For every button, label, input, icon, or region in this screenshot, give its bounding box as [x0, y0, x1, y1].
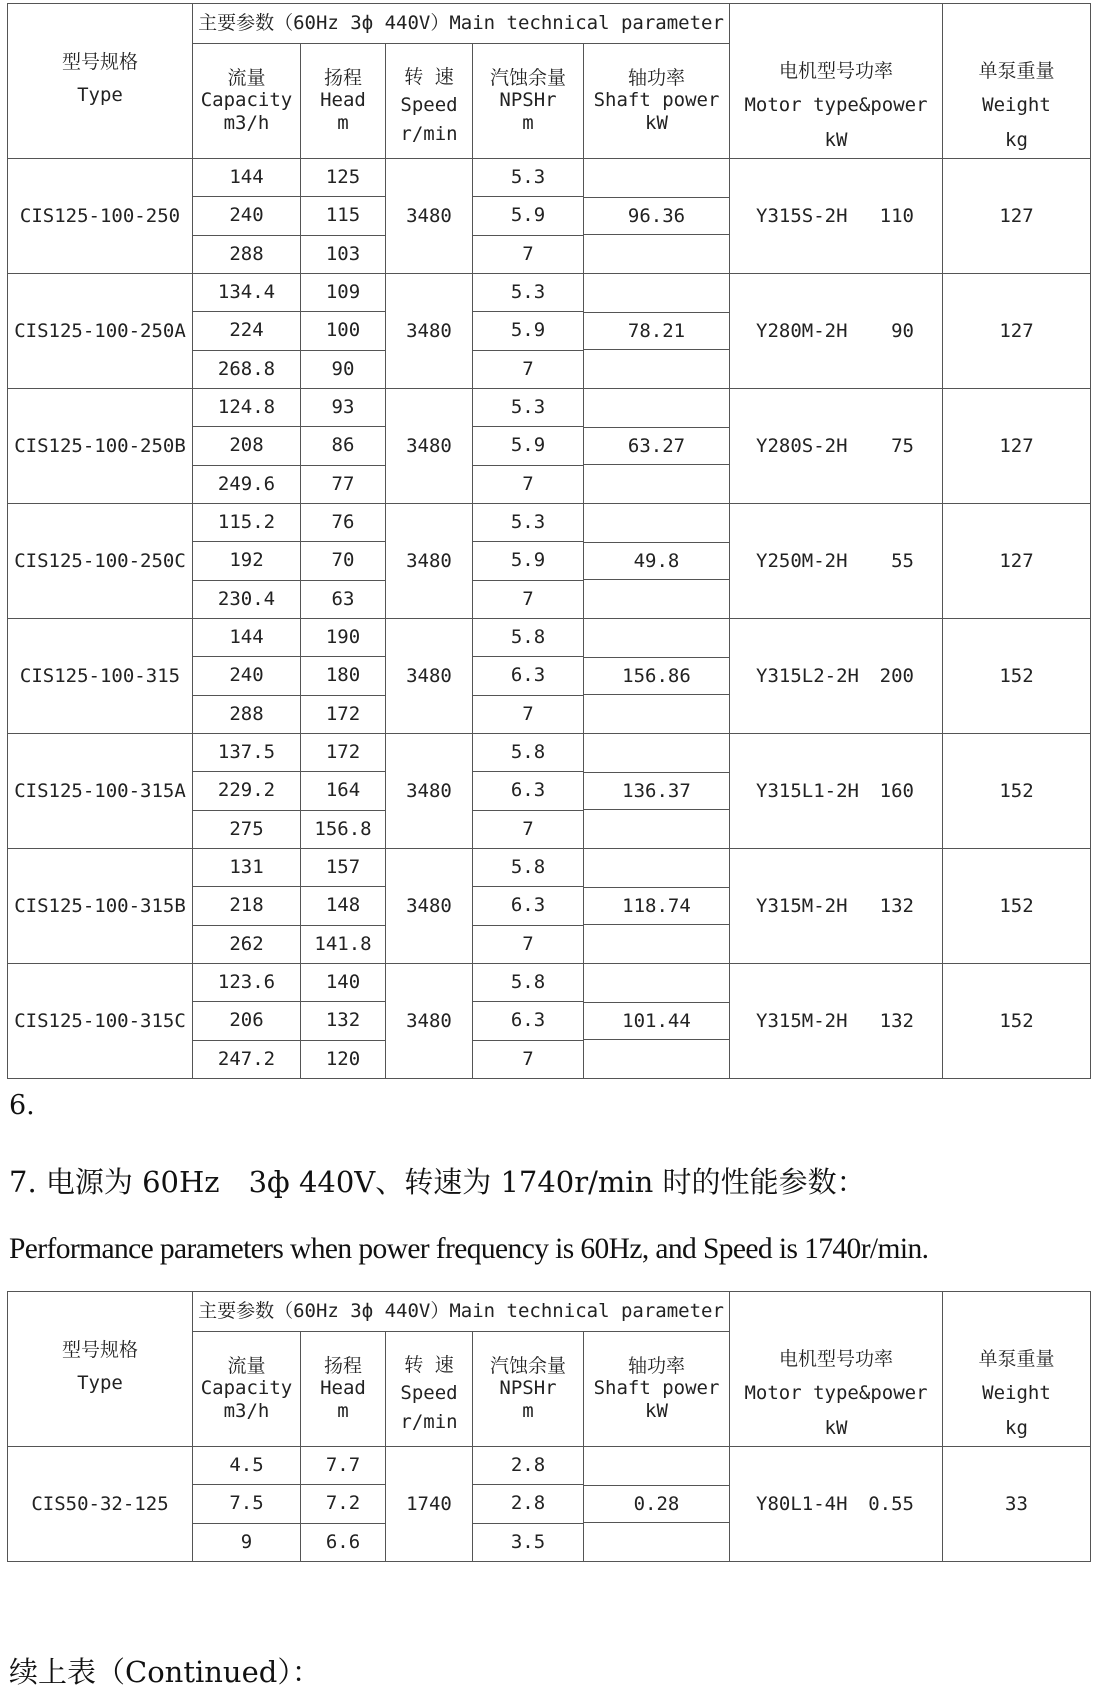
- head-cell: 76: [301, 504, 386, 542]
- capacity-cell: 230.4: [193, 580, 301, 618]
- speed-cell: 3480: [386, 964, 473, 1079]
- shaft-header-unit: kW: [645, 112, 668, 135]
- head-cell: 109: [301, 274, 386, 312]
- speed-header: [386, 1331, 473, 1447]
- shaft-power-value: 96.36: [627, 205, 686, 227]
- motor-power: 200: [879, 664, 914, 687]
- motor-type: Y315L1-2H: [756, 779, 859, 802]
- table-row: [8, 734, 1091, 772]
- speed-cell: 3480: [386, 159, 473, 274]
- capacity-cell: 229.2: [193, 772, 301, 810]
- npsh-cell: 6.3: [473, 657, 584, 695]
- head-header-cn: 扬程: [323, 66, 362, 89]
- motor-power: 110: [879, 204, 914, 227]
- head-cell: 141.8: [301, 925, 386, 963]
- table-header: [8, 4, 1091, 159]
- npsh-cell: 5.9: [473, 197, 584, 235]
- npsh-header: [473, 1331, 584, 1447]
- capacity-cell: 144: [193, 619, 301, 657]
- model-type-cell: CIS125-100-315: [8, 619, 193, 734]
- shaft-power-value: 101.44: [622, 1010, 691, 1032]
- motor-header-cn: 电机型号功率: [778, 1347, 893, 1370]
- model-type-cell: CIS125-100-315C: [8, 964, 193, 1079]
- motor-header-en: Motor type&power: [744, 94, 928, 117]
- head-cell: 156.8: [301, 810, 386, 848]
- table-body: [8, 1447, 1091, 1562]
- npsh-header-cn: 汽蚀余量: [489, 66, 566, 89]
- shaft-power-cell: [584, 619, 730, 734]
- motor-cell: [730, 504, 943, 619]
- model-type-cell: CIS50-32-125: [8, 1447, 193, 1562]
- npsh-cell: 6.3: [473, 887, 584, 925]
- table-row: [8, 619, 1091, 657]
- motor-power: 0.55: [868, 1492, 914, 1515]
- capacity-cell: 9: [193, 1523, 301, 1561]
- motor-cell: [730, 734, 943, 849]
- speed-cell: 3480: [386, 849, 473, 964]
- motor-header-cn: 电机型号功率: [778, 59, 893, 82]
- shaft-power-cell: [584, 274, 730, 389]
- motor-power: 132: [879, 1009, 914, 1032]
- motor-header-unit: kW: [824, 1417, 848, 1440]
- capacity-cell: 262: [193, 925, 301, 963]
- head-cell: 172: [301, 695, 386, 733]
- shaft-header-cn: 轴功率: [627, 66, 685, 89]
- shaft-power-value: 118.74: [622, 895, 691, 917]
- capacity-cell: 7.5: [193, 1485, 301, 1523]
- section-7-heading-en: Performance parameters when power frequency is 60Hz, and Speed is 1740r/min.: [9, 1233, 929, 1265]
- speed-header-cn: 转 速: [404, 1353, 454, 1376]
- table-row: [8, 274, 1091, 312]
- speed-cell: 3480: [386, 734, 473, 849]
- motor-line: [730, 665, 942, 688]
- shaft-power-cell: [584, 1447, 730, 1562]
- head-cell: 172: [301, 734, 386, 772]
- motor-cell: [730, 849, 943, 964]
- type-header: [8, 4, 193, 159]
- table-header: [8, 1292, 1091, 1447]
- head-header-unit: m: [337, 1400, 349, 1423]
- main-param-header: 主要参数（60Hz 3ф 440V）Main technical parameter: [193, 4, 730, 44]
- motor-type: Y315L2-2H: [756, 664, 859, 687]
- head-cell: 7.7: [301, 1447, 386, 1485]
- weight-cell: 127: [943, 274, 1091, 389]
- motor-cell: [730, 274, 943, 389]
- weight-cell: 33: [943, 1447, 1091, 1562]
- npsh-cell: 7: [473, 810, 584, 848]
- motor-line: [730, 205, 942, 228]
- shaft-power-cell: [584, 849, 730, 964]
- motor-cell: [730, 1447, 943, 1562]
- npsh-cell: 7: [473, 235, 584, 273]
- motor-line: [730, 1493, 942, 1516]
- motor-cell: [730, 964, 943, 1079]
- speed-header-en: Speed: [400, 94, 458, 117]
- capacity-cell: 115.2: [193, 504, 301, 542]
- npsh-cell: 5.3: [473, 159, 584, 197]
- head-cell: 6.6: [301, 1523, 386, 1561]
- speed-cell: 3480: [386, 619, 473, 734]
- capacity-cell: 268.8: [193, 350, 301, 388]
- npsh-cell: 7: [473, 350, 584, 388]
- motor-cell: [730, 159, 943, 274]
- npsh-header-cn: 汽蚀余量: [489, 1354, 566, 1377]
- npsh-header-en: NPSHr: [499, 89, 557, 112]
- capacity-cell: 224: [193, 312, 301, 350]
- npsh-cell: 5.3: [473, 274, 584, 312]
- table-body: [8, 159, 1091, 1079]
- speed-cell: 3480: [386, 274, 473, 389]
- performance-table-3480: [7, 3, 1091, 1079]
- weight-cell: 127: [943, 159, 1091, 274]
- shaft-power-cell: [584, 734, 730, 849]
- motor-header-unit: kW: [824, 129, 848, 152]
- head-header-unit: m: [337, 112, 349, 135]
- speed-header: [386, 43, 473, 159]
- section-6-label: 6.: [9, 1090, 35, 1121]
- main-param-header: 主要参数（60Hz 3ф 440V）Main technical parameter: [193, 1292, 730, 1332]
- capacity-cell: 192: [193, 542, 301, 580]
- weight-cell: 152: [943, 619, 1091, 734]
- npsh-cell: 5.8: [473, 619, 584, 657]
- head-cell: 180: [301, 657, 386, 695]
- motor-power: 90: [891, 319, 914, 342]
- npsh-header-unit: m: [522, 112, 534, 135]
- head-cell: 93: [301, 389, 386, 427]
- npsh-cell: 6.3: [473, 772, 584, 810]
- shaft-power-value: 0.28: [633, 1493, 680, 1515]
- npsh-cell: 5.9: [473, 427, 584, 465]
- capacity-cell: 137.5: [193, 734, 301, 772]
- capacity-cell: 131: [193, 849, 301, 887]
- capacity-cell: 288: [193, 235, 301, 273]
- table-row: [8, 1447, 1091, 1485]
- capacity-cell: 249.6: [193, 465, 301, 503]
- motor-header: [730, 1292, 943, 1447]
- capacity-header: [193, 43, 301, 159]
- table-row: [8, 964, 1091, 1002]
- motor-power: 132: [879, 894, 914, 917]
- npsh-cell: 7: [473, 580, 584, 618]
- speed-header-en: Speed: [400, 1382, 458, 1405]
- speed-header-unit: r/min: [400, 123, 458, 146]
- head-cell: 103: [301, 235, 386, 273]
- type-header-cn: 型号规格: [61, 1339, 138, 1362]
- motor-power: 55: [891, 549, 914, 572]
- motor-type: Y280S-2H: [756, 434, 848, 457]
- motor-power: 75: [891, 434, 914, 457]
- npsh-cell: 7: [473, 925, 584, 963]
- motor-cell: [730, 619, 943, 734]
- npsh-cell: 5.9: [473, 542, 584, 580]
- head-cell: 125: [301, 159, 386, 197]
- motor-type: Y250M-2H: [756, 549, 848, 572]
- npsh-cell: 7: [473, 465, 584, 503]
- speed-header-cn: 转 速: [404, 65, 454, 88]
- motor-header: [730, 4, 943, 159]
- head-cell: 90: [301, 350, 386, 388]
- head-header-en: Head: [320, 1377, 366, 1400]
- shaft-power-cell: [584, 504, 730, 619]
- weight-header: [943, 1292, 1091, 1447]
- model-type-cell: CIS125-100-250A: [8, 274, 193, 389]
- npsh-cell: 3.5: [473, 1523, 584, 1561]
- motor-cell: [730, 389, 943, 504]
- table-row: [8, 849, 1091, 887]
- shaft-power-cell: [584, 389, 730, 504]
- weight-cell: 127: [943, 504, 1091, 619]
- head-cell: 190: [301, 619, 386, 657]
- npsh-header: [473, 43, 584, 159]
- weight-header: [943, 4, 1091, 159]
- head-cell: 77: [301, 465, 386, 503]
- head-cell: 7.2: [301, 1485, 386, 1523]
- capacity-cell: 123.6: [193, 964, 301, 1002]
- motor-header-en: Motor type&power: [744, 1382, 928, 1405]
- model-type-cell: CIS125-100-315B: [8, 849, 193, 964]
- head-header: [301, 1331, 386, 1447]
- npsh-header-unit: m: [522, 1400, 534, 1423]
- weight-header-en: Weight: [982, 1382, 1051, 1405]
- npsh-cell: 7: [473, 695, 584, 733]
- npsh-header-en: NPSHr: [499, 1377, 557, 1400]
- npsh-cell: 2.8: [473, 1485, 584, 1523]
- weight-header-en: Weight: [982, 94, 1051, 117]
- type-header-en: Type: [77, 84, 123, 106]
- motor-type: Y280M-2H: [756, 319, 848, 342]
- shaft-power-value: 63.27: [627, 435, 686, 457]
- head-cell: 86: [301, 427, 386, 465]
- capacity-header-en: Capacity: [200, 89, 293, 112]
- shaft-power-value: 78.21: [627, 320, 686, 342]
- npsh-cell: 5.3: [473, 504, 584, 542]
- type-header-cn: 型号规格: [61, 51, 138, 74]
- capacity-cell: 275: [193, 810, 301, 848]
- npsh-cell: 6.3: [473, 1002, 584, 1040]
- capacity-cell: 4.5: [193, 1447, 301, 1485]
- capacity-cell: 240: [193, 657, 301, 695]
- capacity-header: [193, 1331, 301, 1447]
- shaft-header-cn: 轴功率: [627, 1354, 685, 1377]
- shaft-power-value: 156.86: [622, 665, 691, 687]
- head-cell: 148: [301, 887, 386, 925]
- motor-line: [730, 1010, 942, 1033]
- motor-line: [730, 780, 942, 803]
- head-header: [301, 43, 386, 159]
- head-cell: 132: [301, 1002, 386, 1040]
- head-cell: 120: [301, 1040, 386, 1078]
- capacity-cell: 144: [193, 159, 301, 197]
- capacity-cell: 288: [193, 695, 301, 733]
- model-type-cell: CIS125-100-250C: [8, 504, 193, 619]
- npsh-cell: 5.9: [473, 312, 584, 350]
- head-header-cn: 扬程: [323, 1354, 362, 1377]
- capacity-cell: 206: [193, 1002, 301, 1040]
- npsh-cell: 5.8: [473, 849, 584, 887]
- weight-header-unit: kg: [1005, 1417, 1028, 1440]
- capacity-header-unit: m3/h: [223, 112, 270, 135]
- npsh-cell: 5.3: [473, 389, 584, 427]
- head-cell: 140: [301, 964, 386, 1002]
- motor-type: Y80L1-4H: [756, 1492, 848, 1515]
- weight-cell: 127: [943, 389, 1091, 504]
- shaft-power-cell: [584, 964, 730, 1079]
- capacity-cell: 247.2: [193, 1040, 301, 1078]
- head-cell: 100: [301, 312, 386, 350]
- motor-line: [730, 550, 942, 573]
- head-cell: 164: [301, 772, 386, 810]
- section-7-heading-cn: 7. 电源为 60Hz 3ф 440V、转速为 1740r/min 时的性能参数：: [9, 1165, 866, 1199]
- speed-cell: 1740: [386, 1447, 473, 1562]
- continued-label: 续上表（Continued）：: [9, 1655, 321, 1689]
- shaft-power-value: 136.37: [622, 780, 691, 802]
- capacity-header-en: Capacity: [200, 1377, 293, 1400]
- npsh-cell: 5.8: [473, 734, 584, 772]
- capacity-cell: 134.4: [193, 274, 301, 312]
- weight-header-cn: 单泵重量: [978, 1347, 1055, 1370]
- model-type-cell: CIS125-100-315A: [8, 734, 193, 849]
- motor-type: Y315M-2H: [756, 894, 848, 917]
- capacity-header-cn: 流量: [227, 66, 266, 89]
- weight-cell: 152: [943, 734, 1091, 849]
- type-header: [8, 1292, 193, 1447]
- model-type-cell: CIS125-100-250: [8, 159, 193, 274]
- shaft-power-value: 49.8: [633, 550, 680, 572]
- weight-header-cn: 单泵重量: [978, 59, 1055, 82]
- model-type-cell: CIS125-100-250B: [8, 389, 193, 504]
- capacity-cell: 218: [193, 887, 301, 925]
- speed-header-unit: r/min: [400, 1411, 458, 1434]
- weight-cell: 152: [943, 964, 1091, 1079]
- head-cell: 70: [301, 542, 386, 580]
- motor-type: Y315M-2H: [756, 1009, 848, 1032]
- capacity-header-cn: 流量: [227, 1354, 266, 1377]
- shaft-header-en: Shaft power: [593, 1377, 720, 1400]
- table-row: [8, 504, 1091, 542]
- head-cell: 115: [301, 197, 386, 235]
- npsh-cell: 7: [473, 1040, 584, 1078]
- shaft-power-cell: [584, 159, 730, 274]
- motor-line: [730, 895, 942, 918]
- table-row: [8, 159, 1091, 197]
- table-row: [8, 389, 1091, 427]
- weight-header-unit: kg: [1005, 129, 1028, 152]
- npsh-cell: 5.8: [473, 964, 584, 1002]
- motor-type: Y315S-2H: [756, 204, 848, 227]
- capacity-cell: 208: [193, 427, 301, 465]
- shaft-header: [584, 1331, 730, 1447]
- type-header-en: Type: [77, 1372, 123, 1394]
- head-cell: 157: [301, 849, 386, 887]
- speed-cell: 3480: [386, 504, 473, 619]
- performance-table-1740: [7, 1291, 1091, 1562]
- shaft-header: [584, 43, 730, 159]
- capacity-header-unit: m3/h: [223, 1400, 270, 1423]
- head-header-en: Head: [320, 89, 366, 112]
- capacity-cell: 124.8: [193, 389, 301, 427]
- shaft-header-unit: kW: [645, 1400, 668, 1423]
- head-cell: 63: [301, 580, 386, 618]
- weight-cell: 152: [943, 849, 1091, 964]
- capacity-cell: 240: [193, 197, 301, 235]
- motor-power: 160: [879, 779, 914, 802]
- motor-line: [730, 435, 942, 458]
- shaft-header-en: Shaft power: [593, 89, 720, 112]
- motor-line: [730, 320, 942, 343]
- npsh-cell: 2.8: [473, 1447, 584, 1485]
- speed-cell: 3480: [386, 389, 473, 504]
